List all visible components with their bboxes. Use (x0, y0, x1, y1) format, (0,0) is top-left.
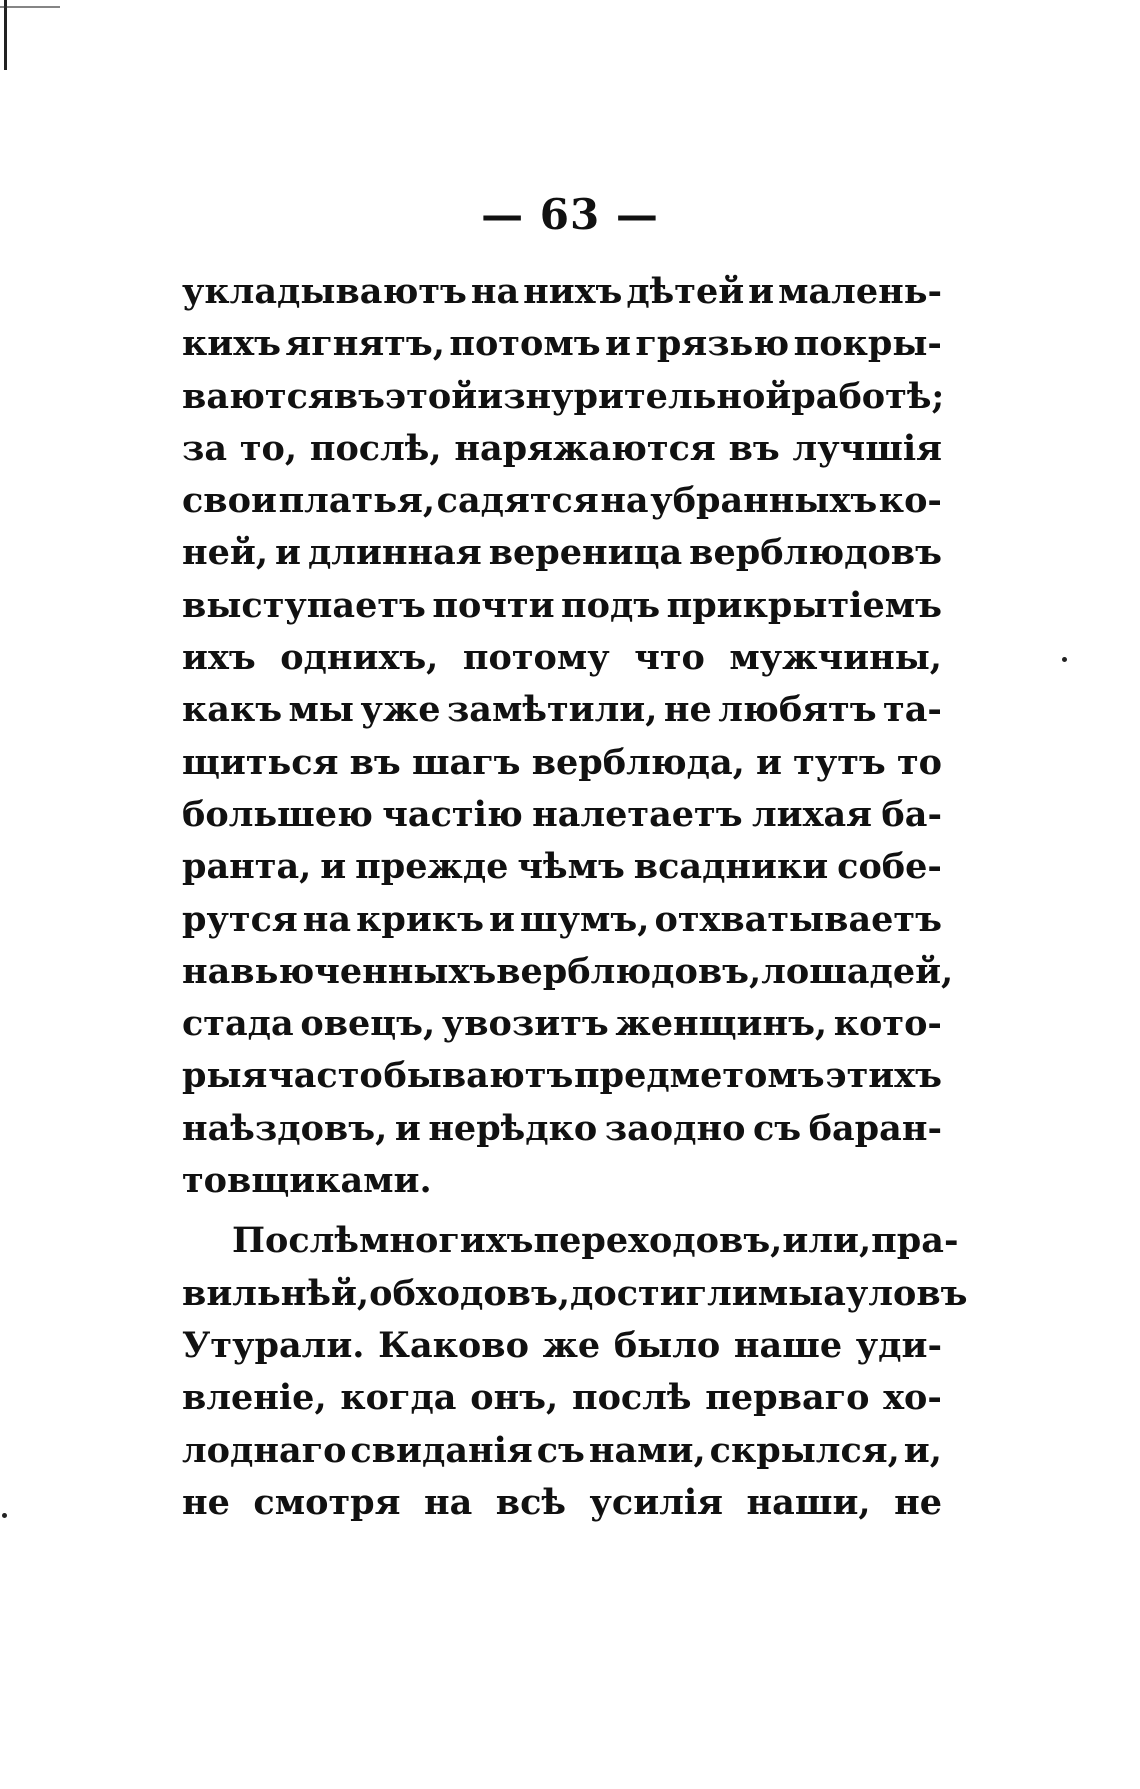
text-line: ихъ однихъ, потому что мужчины, (182, 637, 942, 679)
text-line: не смотря на всѣ усилія наши, не (182, 1481, 942, 1523)
text-line: Послѣ многихъ переходовъ, или, пра- (232, 1220, 959, 1262)
text-line: выступаетъ почти подъ прикрытіемъ (182, 584, 942, 626)
text-line: Утурали. Каково же было наше уди- (182, 1324, 942, 1366)
text-line: ней, и длинная вереница верблюдовъ (182, 532, 942, 574)
text-line: навьюченныхъ верблюдовъ, лошадей, (182, 950, 954, 992)
text-line: кихъ ягнятъ, потомъ и грязью покры- (182, 323, 942, 365)
text-line: товщиками. (182, 1160, 432, 1202)
text-line: рутся на крикъ и шумъ, отхватываетъ (182, 898, 942, 940)
text-line: вильнѣй, обходовъ, достигли мы ауловъ (182, 1272, 968, 1314)
text-line: большею частію налетаетъ лихая ба- (182, 793, 942, 835)
scan-top-mark (0, 6, 60, 8)
text-line: за то, послѣ, наряжаются въ лучшія (182, 427, 942, 469)
text-line: какъ мы уже замѣтили, не любятъ та- (182, 689, 942, 731)
text-line: свои платья, садятся на убранныхъ ко- (182, 480, 942, 522)
text-line: щиться въ шагъ верблюда, и тутъ то (182, 741, 942, 783)
text-line: лоднаго свиданія съ нами, скрылся, и, (182, 1429, 942, 1471)
page-number: — 63 — (481, 190, 659, 239)
page-body (182, 266, 968, 1529)
ink-speck (1062, 657, 1067, 662)
text-line: ваются въ этой изнурительной работѣ; (182, 375, 945, 417)
text-line: рыя часто бываютъ предметомъ этихъ (182, 1055, 942, 1097)
scan-edge-mark (4, 0, 7, 70)
text-line: наѣздовъ, и нерѣдко заодно съ баран- (182, 1107, 942, 1149)
paragraph-2 (182, 1215, 968, 1529)
text-line: ранта, и прежде чѣмъ всадники собе- (182, 846, 942, 888)
paragraph-1 (182, 266, 954, 1207)
text-line: стада овецъ, увозитъ женщинъ, кото- (182, 1003, 942, 1045)
text-line: вленіе, когда онъ, послѣ перваго хо- (182, 1377, 942, 1419)
ink-speck (2, 1513, 7, 1518)
text-line: укладываютъ на нихъ дѣтей и малень- (182, 271, 942, 312)
paragraph-gap (182, 1207, 942, 1215)
